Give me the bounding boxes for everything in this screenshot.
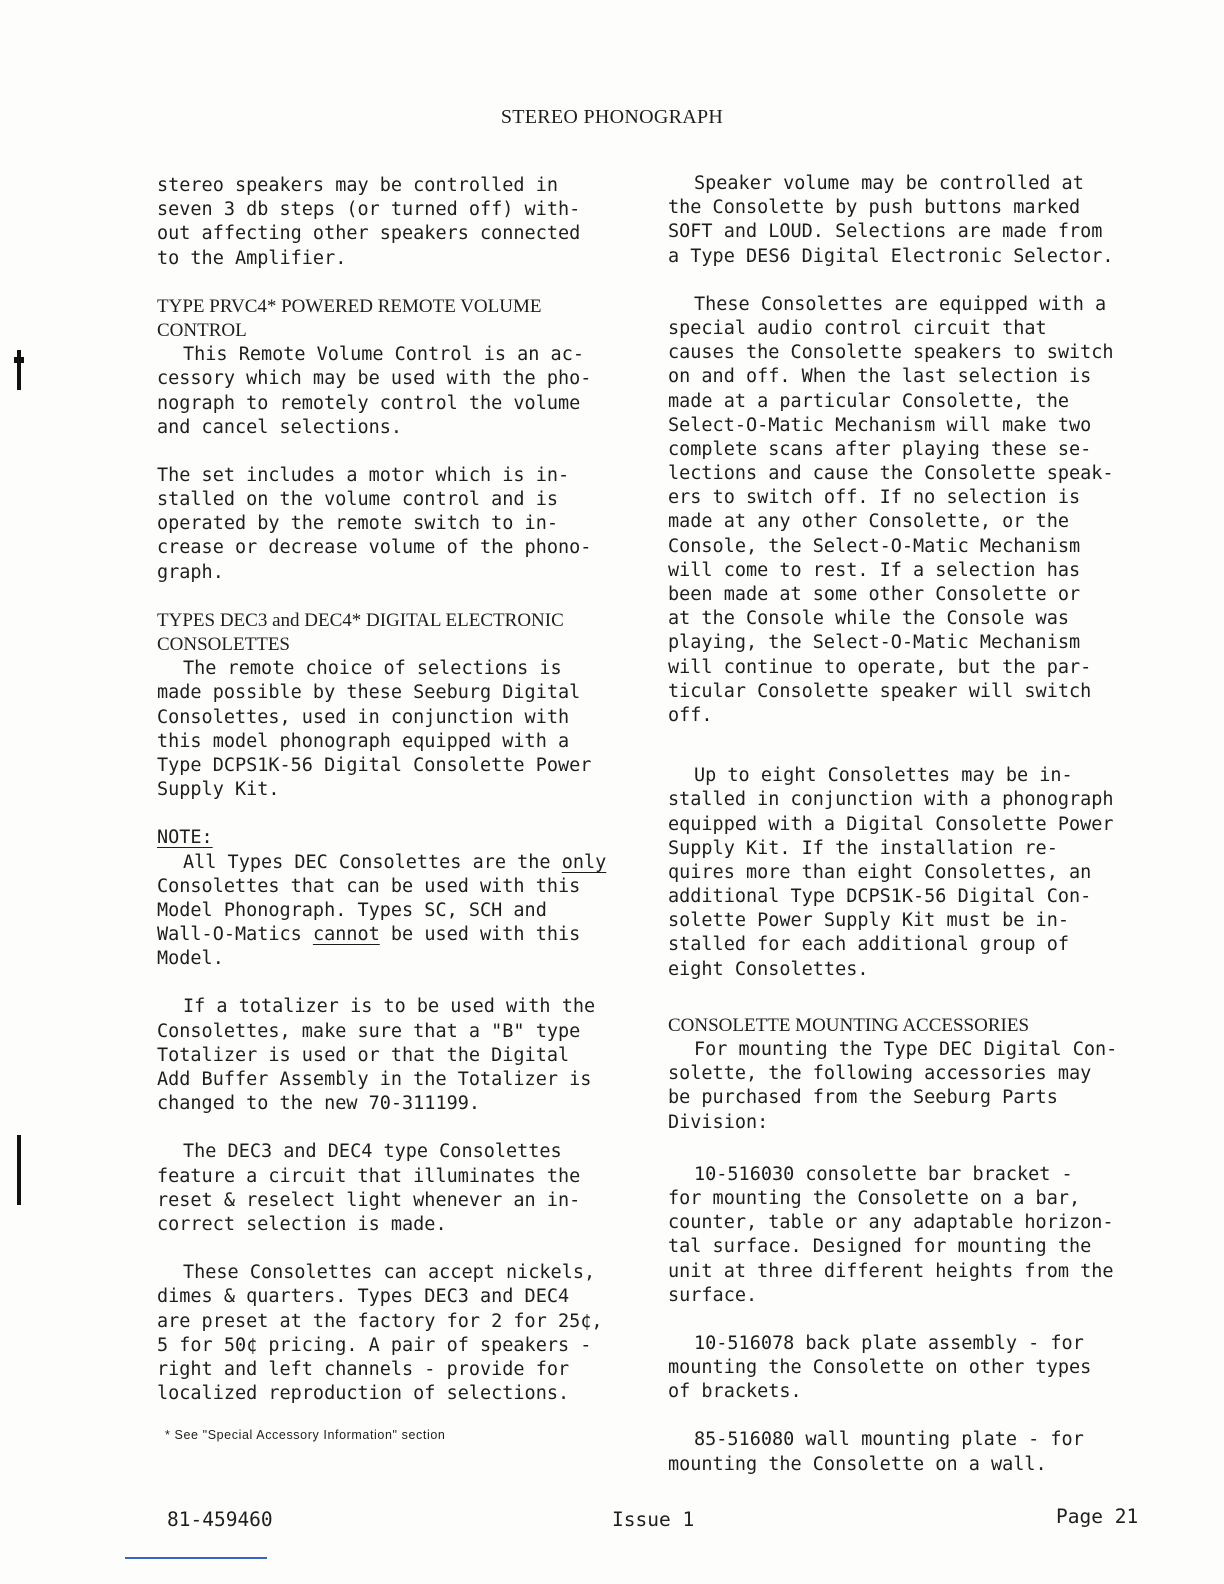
right-column [668,172,1158,1501]
text-line: Speaker volume may be controlled at [694,173,1084,194]
text-line [157,923,637,947]
note-label: NOTE: [157,827,213,849]
text-line: special audio control circuit that [668,317,1047,339]
text-line: seven 3 db steps (or turned off) with- [157,199,581,221]
intro-paragraph [157,174,637,271]
note-block [157,826,637,971]
text-fragment: be used with this [379,924,581,946]
text-line: eight Consolettes. [668,958,869,980]
text-line: Up to eight Consolettes may be in- [694,765,1073,787]
text-line: tal surface. Designed for mounting the [668,1236,1092,1258]
text-line: Model. [157,948,224,970]
text-line: quires more than eight Consolettes, an [668,861,1092,883]
emphasis-only: only [561,851,607,873]
text-line: equipped with a Digital Consolette Power [668,813,1114,835]
binding-mark [14,357,24,363]
text-line: causes the Consolette speakers to switch [668,342,1114,364]
text-line: this model phonograph equipped with a [157,730,570,752]
text-line: Consolettes, used in conjunction with [157,706,570,728]
text-line: lections and cause the Consolette speak- [668,463,1114,485]
text-line: of brackets. [668,1381,802,1403]
text-line: Select-O-Matic Mechanism will make two [668,414,1092,436]
text-line: mounting the Consolette on other types [668,1357,1092,1379]
text-line: been made at some other Consolette or [668,584,1081,605]
text-line: stalled on the volume control and is [157,489,558,511]
text-line: unit at three different heights from the [668,1260,1114,1282]
text-line: The set includes a motor which is in- [157,464,570,486]
text-line: additional Type DCPS1K-56 Digital Con- [668,886,1092,908]
text-line: solette, the following accessories may [668,1063,1092,1085]
text-line: reset & reselect light whenever an in- [157,1189,581,1211]
back-plate-item [668,1332,1158,1405]
mounting-section [668,1014,1158,1135]
text-line: made at any other Consolette, or the [668,511,1069,533]
text-line: at the Console while the Console was [668,608,1069,630]
text-line: stalled for each additional group of [668,934,1069,956]
text-line: correct selection is made. [157,1213,447,1235]
emphasis-cannot: cannot [312,924,380,946]
text-line: cessory which may be used with the pho- [157,368,592,390]
text-fragment: Wall-O-Matics [157,924,313,946]
text-line: This Remote Volume Control is an ac- [183,344,584,366]
text-line: ticular Consolette speaker will switch [668,680,1092,702]
prvc4-paragraph [157,343,637,440]
text-line: counter, table or any adaptable horizon- [668,1212,1114,1234]
text-line: These Consolettes are equipped with a [694,293,1107,315]
section-heading: CONSOLETTE MOUNTING ACCESSORIES [668,1014,1030,1036]
dec-section [157,609,637,803]
text-line: 5 for 50¢ pricing. A pair of speakers - [157,1334,592,1356]
document-number: 81-459460 [167,1508,273,1531]
footnote: * See "Special Accessory Information" section [165,1428,446,1442]
page-number: Page 21 [1056,1505,1139,1528]
text-line: stalled in conjunction with a phonograph [668,789,1114,811]
dec-paragraph [157,657,637,802]
text-line: nograph to remotely control the volume [157,392,581,414]
text-line: crease or decrease volume of the phono- [157,537,592,559]
volume-paragraph [668,172,1158,269]
text-line: solette Power Supply Kit must be in- [668,910,1069,932]
text-line: changed to the new 70-311199. [157,1093,481,1115]
text-fragment: All Types DEC Consolettes are the [183,851,562,873]
text-line: made at a particular Consolette, the [668,390,1069,412]
text-line [157,851,637,875]
text-line: Totalizer is used or that the Digital [157,1044,570,1066]
bottom-rule [125,1557,267,1559]
text-line: Add Buffer Assembly in the Totalizer is [157,1069,592,1090]
text-line: surface. [668,1284,758,1306]
section-heading: CONSOLETTES [157,634,290,655]
text-line: 85-516080 wall mounting plate - for [694,1429,1084,1451]
text-line: 10-516030 consolette bar bracket - [694,1163,1073,1185]
audio-paragraph [668,293,1158,728]
circuit-paragraph [157,1140,637,1237]
text-line: dimes & quarters. Types DEC3 and DEC4 [157,1286,570,1308]
text-line: operated by the remote switch to in- [157,513,558,535]
text-line: right and left channels - provide for [157,1358,570,1380]
eight-consolettes-paragraph [668,764,1158,982]
prvc4-motor-paragraph [157,464,637,585]
text-line: Consolettes, make sure that a "B" type [157,1020,581,1042]
text-line: 10-516078 back plate assembly - for [694,1332,1084,1354]
text-line: Supply Kit. [157,779,280,801]
prvc4-section [157,295,637,585]
coins-paragraph [157,1261,637,1406]
text-line: Type DCPS1K-56 Digital Consolette Power [157,754,592,776]
text-line: Supply Kit. If the installation re- [668,837,1058,859]
text-line: SOFT and LOUD. Selections are made from [668,221,1103,243]
text-line: to the Amplifier. [157,247,347,269]
text-line: and cancel selections. [157,416,403,438]
text-line: playing, the Select-O-Matic Mechanism [668,632,1081,654]
left-column [157,174,637,1430]
text-line: The DEC3 and DEC4 type Consolettes [183,1141,562,1163]
text-line: mounting the Consolette on a wall. [668,1453,1047,1475]
text-line: For mounting the Type DEC Digital Con- [694,1039,1118,1060]
text-line: will continue to operate, but the par- [668,656,1092,678]
text-line: off. [668,704,713,726]
text-line: These Consolettes can accept nickels, [183,1262,596,1284]
totalizer-paragraph [157,995,637,1116]
text-line: will come to rest. If a selection has [668,559,1081,581]
text-line: If a totalizer is to be used with the [183,996,596,1018]
issue-number: Issue 1 [612,1508,695,1531]
text-line: stereo speakers may be controlled in [157,175,558,196]
text-line: be purchased from the Seeburg Parts [668,1087,1058,1109]
text-line: localized reproduction of selections. [157,1383,570,1405]
bar-bracket-item [668,1163,1158,1308]
text-line: made possible by these Seeburg Digital [157,682,581,704]
text-line: Model Phonograph. Types SC, SCH and [157,899,547,921]
page-title: STEREO PHONOGRAPH [500,106,724,128]
text-line: on and off. When the last selection is [668,366,1092,388]
text-line: a Type DES6 Digital Electronic Selector. [668,245,1114,267]
text-line: ers to switch off. If no selection is [668,487,1081,509]
text-line: graph. [157,561,224,583]
text-line: The remote choice of selections is [183,658,562,680]
section-heading: CONTROL [157,319,247,341]
section-heading: TYPES DEC3 and DEC4* DIGITAL ELECTRONIC [157,609,564,631]
binding-mark [17,350,21,390]
text-line: Division: [668,1111,769,1133]
text-line: out affecting other speakers connected [157,223,581,245]
wall-plate-item [668,1428,1158,1476]
section-heading: TYPE PRVC4* POWERED REMOTE VOLUME [157,295,542,317]
text-line: complete scans after playing these se- [668,438,1092,460]
text-line: are preset at the factory for 2 for 25¢, [157,1310,603,1332]
text-line: feature a circuit that illuminates the [157,1165,581,1187]
text-line: Consolettes that can be used with this [157,875,581,897]
text-line: Console, the Select-O-Matic Mechanism [668,535,1081,557]
text-line: for mounting the Consolette on a bar, [668,1187,1081,1209]
text-line: the Consolette by push buttons marked [668,197,1081,219]
binding-mark [17,1135,21,1205]
